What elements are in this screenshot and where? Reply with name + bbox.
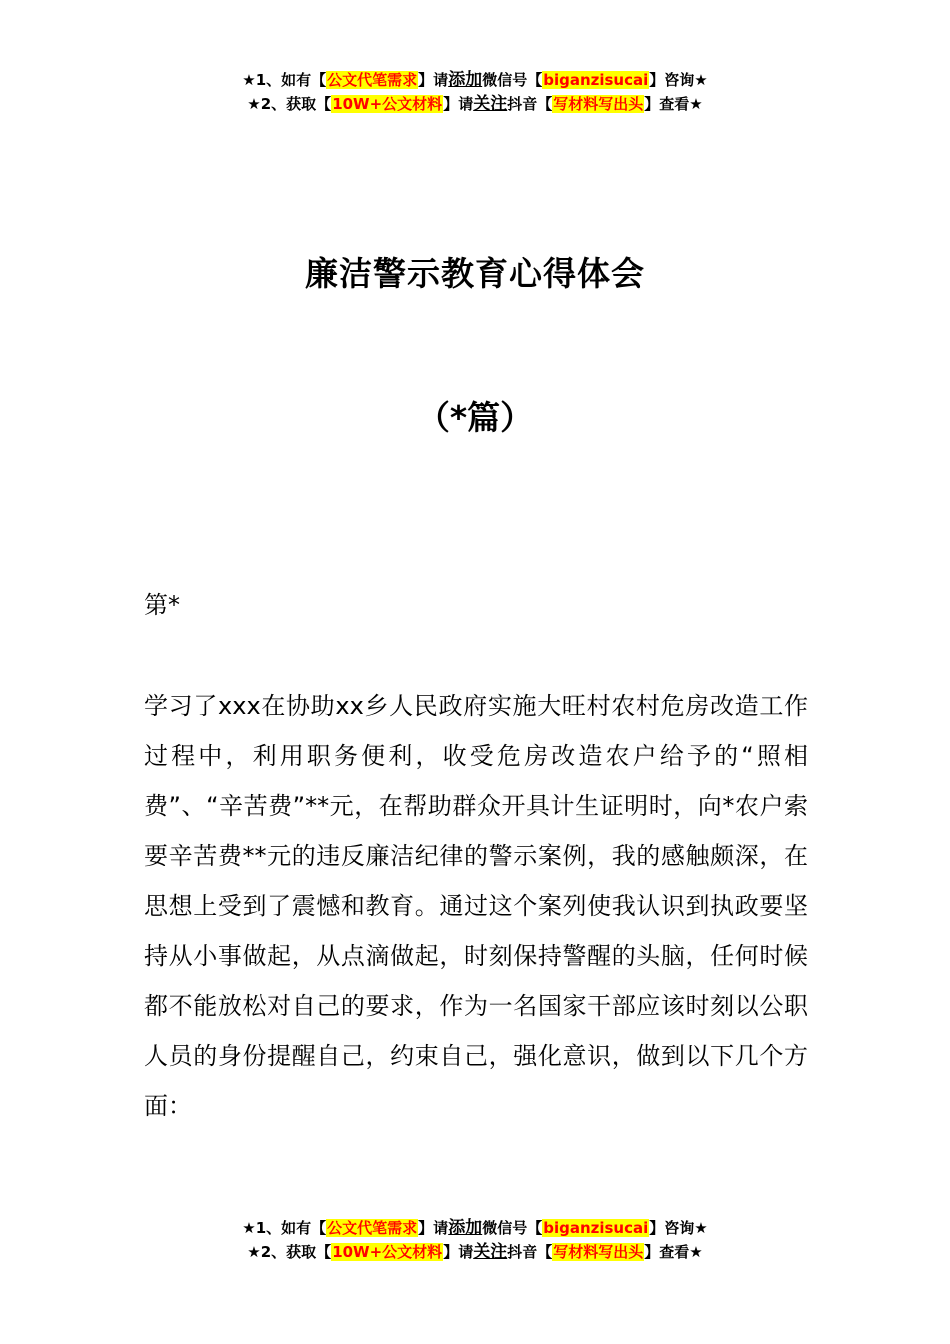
banner-line-1 (0, 68, 950, 92)
banner-text: 抖音【 (507, 95, 553, 113)
banner-text: 】请 (418, 1219, 449, 1237)
document-title: 廉洁警示教育心得体会 (305, 254, 645, 293)
banner-text: 微信号【 (482, 1219, 543, 1237)
banner-text: 】咨询★ (649, 71, 708, 89)
footer-banner (0, 1216, 950, 1264)
banner-line-2 (0, 1240, 950, 1264)
banner-highlight: biganzisucai (543, 1219, 649, 1237)
banner-highlight: biganzisucai (543, 71, 649, 89)
banner-text: 】请 (443, 95, 474, 113)
header-banner (0, 68, 950, 116)
banner-line-2 (0, 92, 950, 116)
banner-text: ★1、如有【 (242, 1219, 327, 1237)
banner-highlight: 10W+公文材料 (332, 1243, 443, 1261)
banner-highlight: 写材料写出头 (553, 95, 644, 113)
document-subtitle: （*篇） (416, 398, 534, 437)
banner-text: ★2、获取【 (247, 95, 332, 113)
banner-highlight: 10W+公文材料 (332, 95, 443, 113)
banner-highlight: 写材料写出头 (553, 1243, 644, 1261)
banner-highlight: 公文代笔需求 (327, 71, 418, 89)
banner-emphasis: 添加 (448, 70, 483, 90)
banner-text: 微信号【 (482, 71, 543, 89)
banner-text: 抖音【 (507, 1243, 553, 1261)
banner-text: ★1、如有【 (242, 71, 327, 89)
banner-text: ★2、获取【 (247, 1243, 332, 1261)
banner-text: 】请 (443, 1243, 474, 1261)
banner-text: 】查看★ (644, 1243, 703, 1261)
banner-line-1 (0, 1216, 950, 1240)
banner-emphasis: 添加 (448, 1218, 483, 1238)
banner-text: 】请 (418, 71, 449, 89)
banner-emphasis: 关注 (473, 94, 508, 114)
banner-text: 】咨询★ (649, 1219, 708, 1237)
banner-highlight: 公文代笔需求 (327, 1219, 418, 1237)
banner-emphasis: 关注 (473, 1242, 508, 1262)
banner-text: 】查看★ (644, 95, 703, 113)
body-paragraph: 学习了xxx在协助xx乡人民政府实施大旺村农村危房改造工作过程中，利用职务便利，收受危房改造农户给予的“照相费”、“辛苦费”**元，在帮助群众开具计生证明时，向*农户索要辛苦费**元的违反廉洁纪律的警示案例，我的感触颇深，在思想上受到了震憾和教育。通过这个案列使我认识到执政要坚持从小事做起，从点滴做起，时刻保持警醒的头脑，任何时候都不能放松对自己的要求，作为一名国家干部应该时刻以公职人员的身份提醒自己，约束自己，强化意识，做到以下几个方面： (144, 692, 808, 1120)
section-label: 第* (144, 591, 180, 619)
